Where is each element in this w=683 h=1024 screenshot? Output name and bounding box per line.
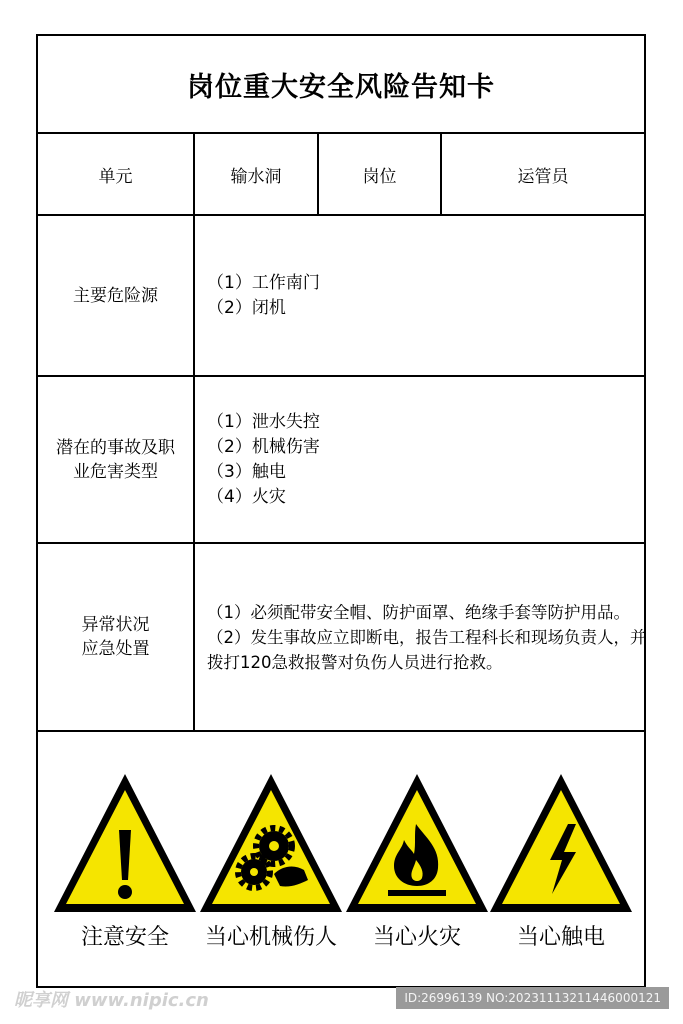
watermark-site: 昵享网 www.nipic.cn — [14, 990, 209, 1011]
gears-hand-icon — [196, 768, 346, 918]
list-item: （2）闭机 — [207, 297, 286, 318]
lightning-icon — [486, 768, 636, 918]
accident-types-label-line1: 潜在的事故及职 — [56, 437, 175, 458]
sign-electric — [486, 768, 636, 958]
watermark-id: ID:26996139 NO:20231113211446000121 — [396, 987, 669, 1009]
list-item: （2）发生事故应立即断电，报告工程科长和现场负责人，并 — [207, 627, 647, 647]
sign-label: 当心机械伤人 — [204, 925, 337, 950]
accident-types-label-line2: 业危害类型 — [73, 461, 158, 482]
hazard-source-list — [195, 216, 644, 375]
emergency-row — [38, 544, 647, 732]
sign-fire — [342, 768, 492, 958]
unit-label: 单元 — [38, 134, 195, 214]
warning-signs — [38, 730, 644, 986]
accident-types-list — [195, 377, 644, 542]
list-item: （4）火灾 — [207, 486, 286, 507]
post-label: 岗位 — [319, 134, 442, 214]
sign-label: 注意安全 — [80, 925, 169, 950]
list-item: （3）触电 — [207, 461, 286, 482]
exclamation-icon — [50, 768, 200, 918]
hazard-source-label: 主要危险源 — [38, 216, 195, 375]
list-item: （2）机械伤害 — [207, 436, 320, 457]
accident-types-row — [38, 377, 644, 544]
emergency-list — [195, 544, 647, 730]
emergency-label-line1: 异常状况 — [81, 615, 150, 635]
hazard-source-row — [38, 216, 644, 377]
emergency-label-line2: 应急处置 — [81, 639, 150, 659]
unit-value: 输水洞 — [195, 134, 319, 214]
sign-label: 当心火灾 — [372, 925, 461, 950]
card-title: 岗位重大安全风险告知卡 — [38, 36, 644, 134]
accident-types-label — [38, 377, 195, 542]
list-item: （1）工作南门 — [207, 272, 320, 293]
header-row — [38, 134, 644, 216]
sign-label: 当心触电 — [516, 925, 605, 950]
sign-caution — [50, 768, 200, 958]
list-item: （1）必须配带安全帽、防护面罩、绝缘手套等防护用品。 — [207, 602, 630, 622]
emergency-label — [38, 544, 195, 730]
risk-notice-card — [36, 34, 646, 988]
flame-icon — [342, 768, 492, 918]
sign-machinery — [196, 768, 346, 958]
list-item: 拨打120急救报警对负伤人员进行抢救。 — [207, 652, 503, 672]
list-item: （1）泄水失控 — [207, 411, 320, 432]
post-value: 运管员 — [517, 166, 569, 187]
